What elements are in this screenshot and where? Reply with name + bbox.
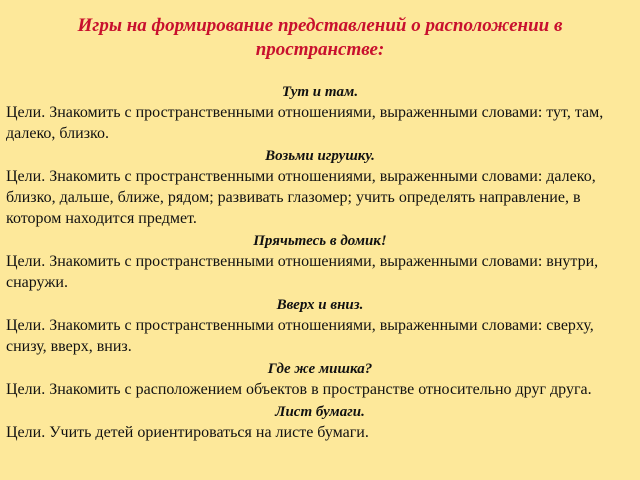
game-description: Цели. Знакомить с пространственными отношениями, выраженными словами: далеко, близко, дальше, ближе, рядом; развивать глазомер; учить определять направление, в котором находится предмет.: [6, 168, 596, 227]
game-item: [6, 359, 634, 400]
game-description: Цели. Знакомить с расположением объектов в пространстве относительно друг друга.: [6, 381, 592, 398]
game-item: [6, 82, 634, 144]
game-title: Прячьтесь в домик!: [253, 233, 387, 249]
game-description: Цели. Знакомить с пространственными отношениями, выраженными словами: внутри, снаружи.: [6, 253, 599, 291]
game-title: Лист бумаги.: [275, 404, 365, 420]
game-title: Возьми игрушку.: [265, 148, 375, 164]
game-item: [6, 295, 634, 357]
game-item: [6, 402, 634, 443]
game-item: [6, 146, 634, 229]
game-description: Цели. Учить детей ориентироваться на листе бумаги.: [6, 424, 369, 441]
game-description: Цели. Знакомить с пространственными отношениями, выраженными словами: тут, там, далеко, близко.: [6, 104, 604, 142]
game-title: Вверх и вниз.: [276, 297, 364, 313]
slide-title: Игры на формирование представлений о расположении в пространстве:: [77, 15, 563, 60]
game-description: Цели. Знакомить с пространственными отношениями, выраженными словами: сверху, снизу, вверх, вниз.: [6, 317, 594, 355]
game-title: Где же мишка?: [267, 361, 373, 377]
game-item: [6, 231, 634, 293]
game-title: Тут и там.: [281, 84, 359, 100]
